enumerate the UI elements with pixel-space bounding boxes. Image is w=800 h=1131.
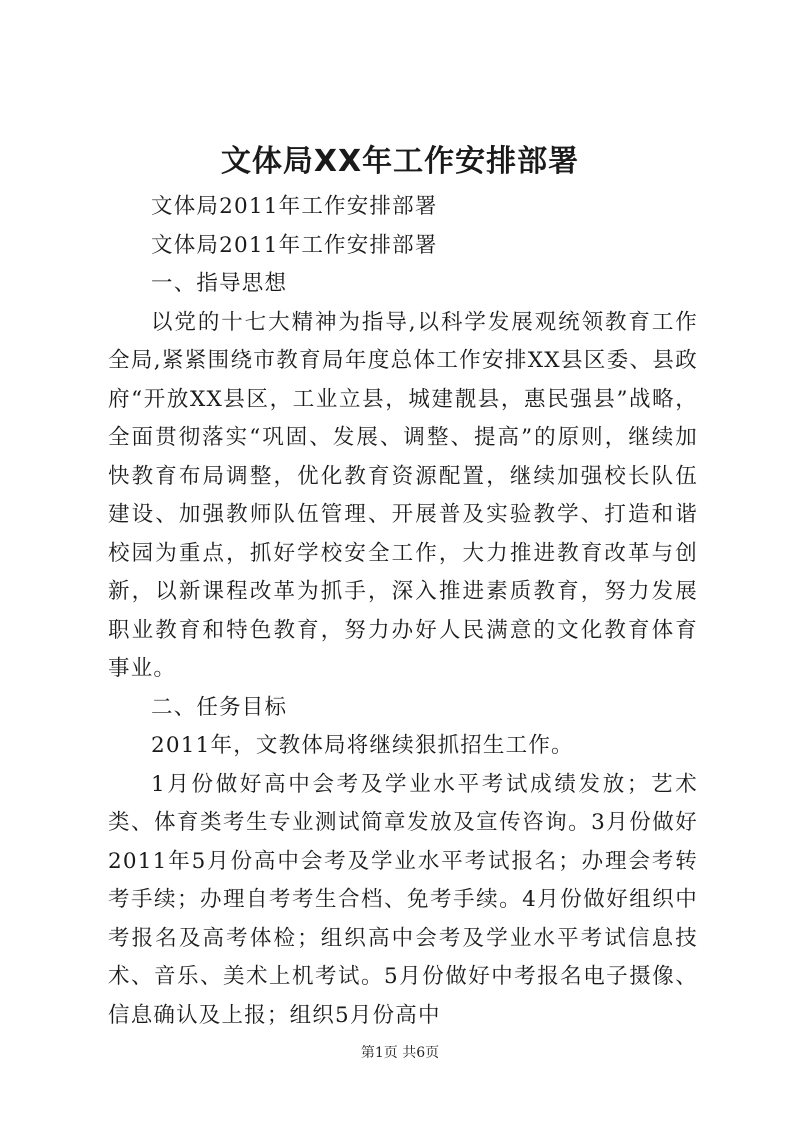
section-heading-task-goals: 二、任务目标 [151,694,288,720]
paragraph-subtitle-2: 文体局2011年工作安排部署 [151,232,438,258]
paragraph-subtitle-1: 文体局2011年工作安排部署 [151,194,438,219]
paragraph-enrollment: 2011年，文教体局将继续狠抓招生工作。 [151,733,574,758]
paragraph-guiding-thought: 以党的十七大精神为指导,以科学发展观统领教育工作全局,紧紧围绕市教育局年度总体工作安排XX县区委、县政府“开放XX县区，工业立县，城建靓县，惠民强县”战略，全面贯彻落实“巩固、发展、调整、提高”的原则，继续加快教育布局调整，优化教育资源配置，继续加强校长队伍建设、加强教师队伍管理、开展普及实验教学、打造和谐校园为重点，抓好学校安全工作，大力推进教育改革与创新，以新课程改革为抓手，深入推进素质教育，努力发展职业教育和特色教育，努力办好人民满意的文化教育体育事业。 [108,309,698,681]
document-title: 文体局XX年工作安排部署 [220,144,580,179]
page-footer: 第1页 共6页 [360,1045,440,1061]
section-heading-guiding-thought: 一、指导思想 [151,271,288,296]
paragraph-monthly-schedule: 1月份做好高中会考及学业水平考试成绩发放；艺术类、体育类考生专业测试简章发放及宣传咨询。3月份做好2011年5月份高中会考及学业水平考试报名；办理会考转考手续；办理自考考生合档、免考手续。4月份做好组织中考报名及高考体检；组织高中会考及学业水平考试信息技术、音乐、美术上机考试。5月份做好中考报名电子摄像、信息确认及上报；组织5月份高中 [108,771,698,1028]
document-body [108,188,698,1035]
